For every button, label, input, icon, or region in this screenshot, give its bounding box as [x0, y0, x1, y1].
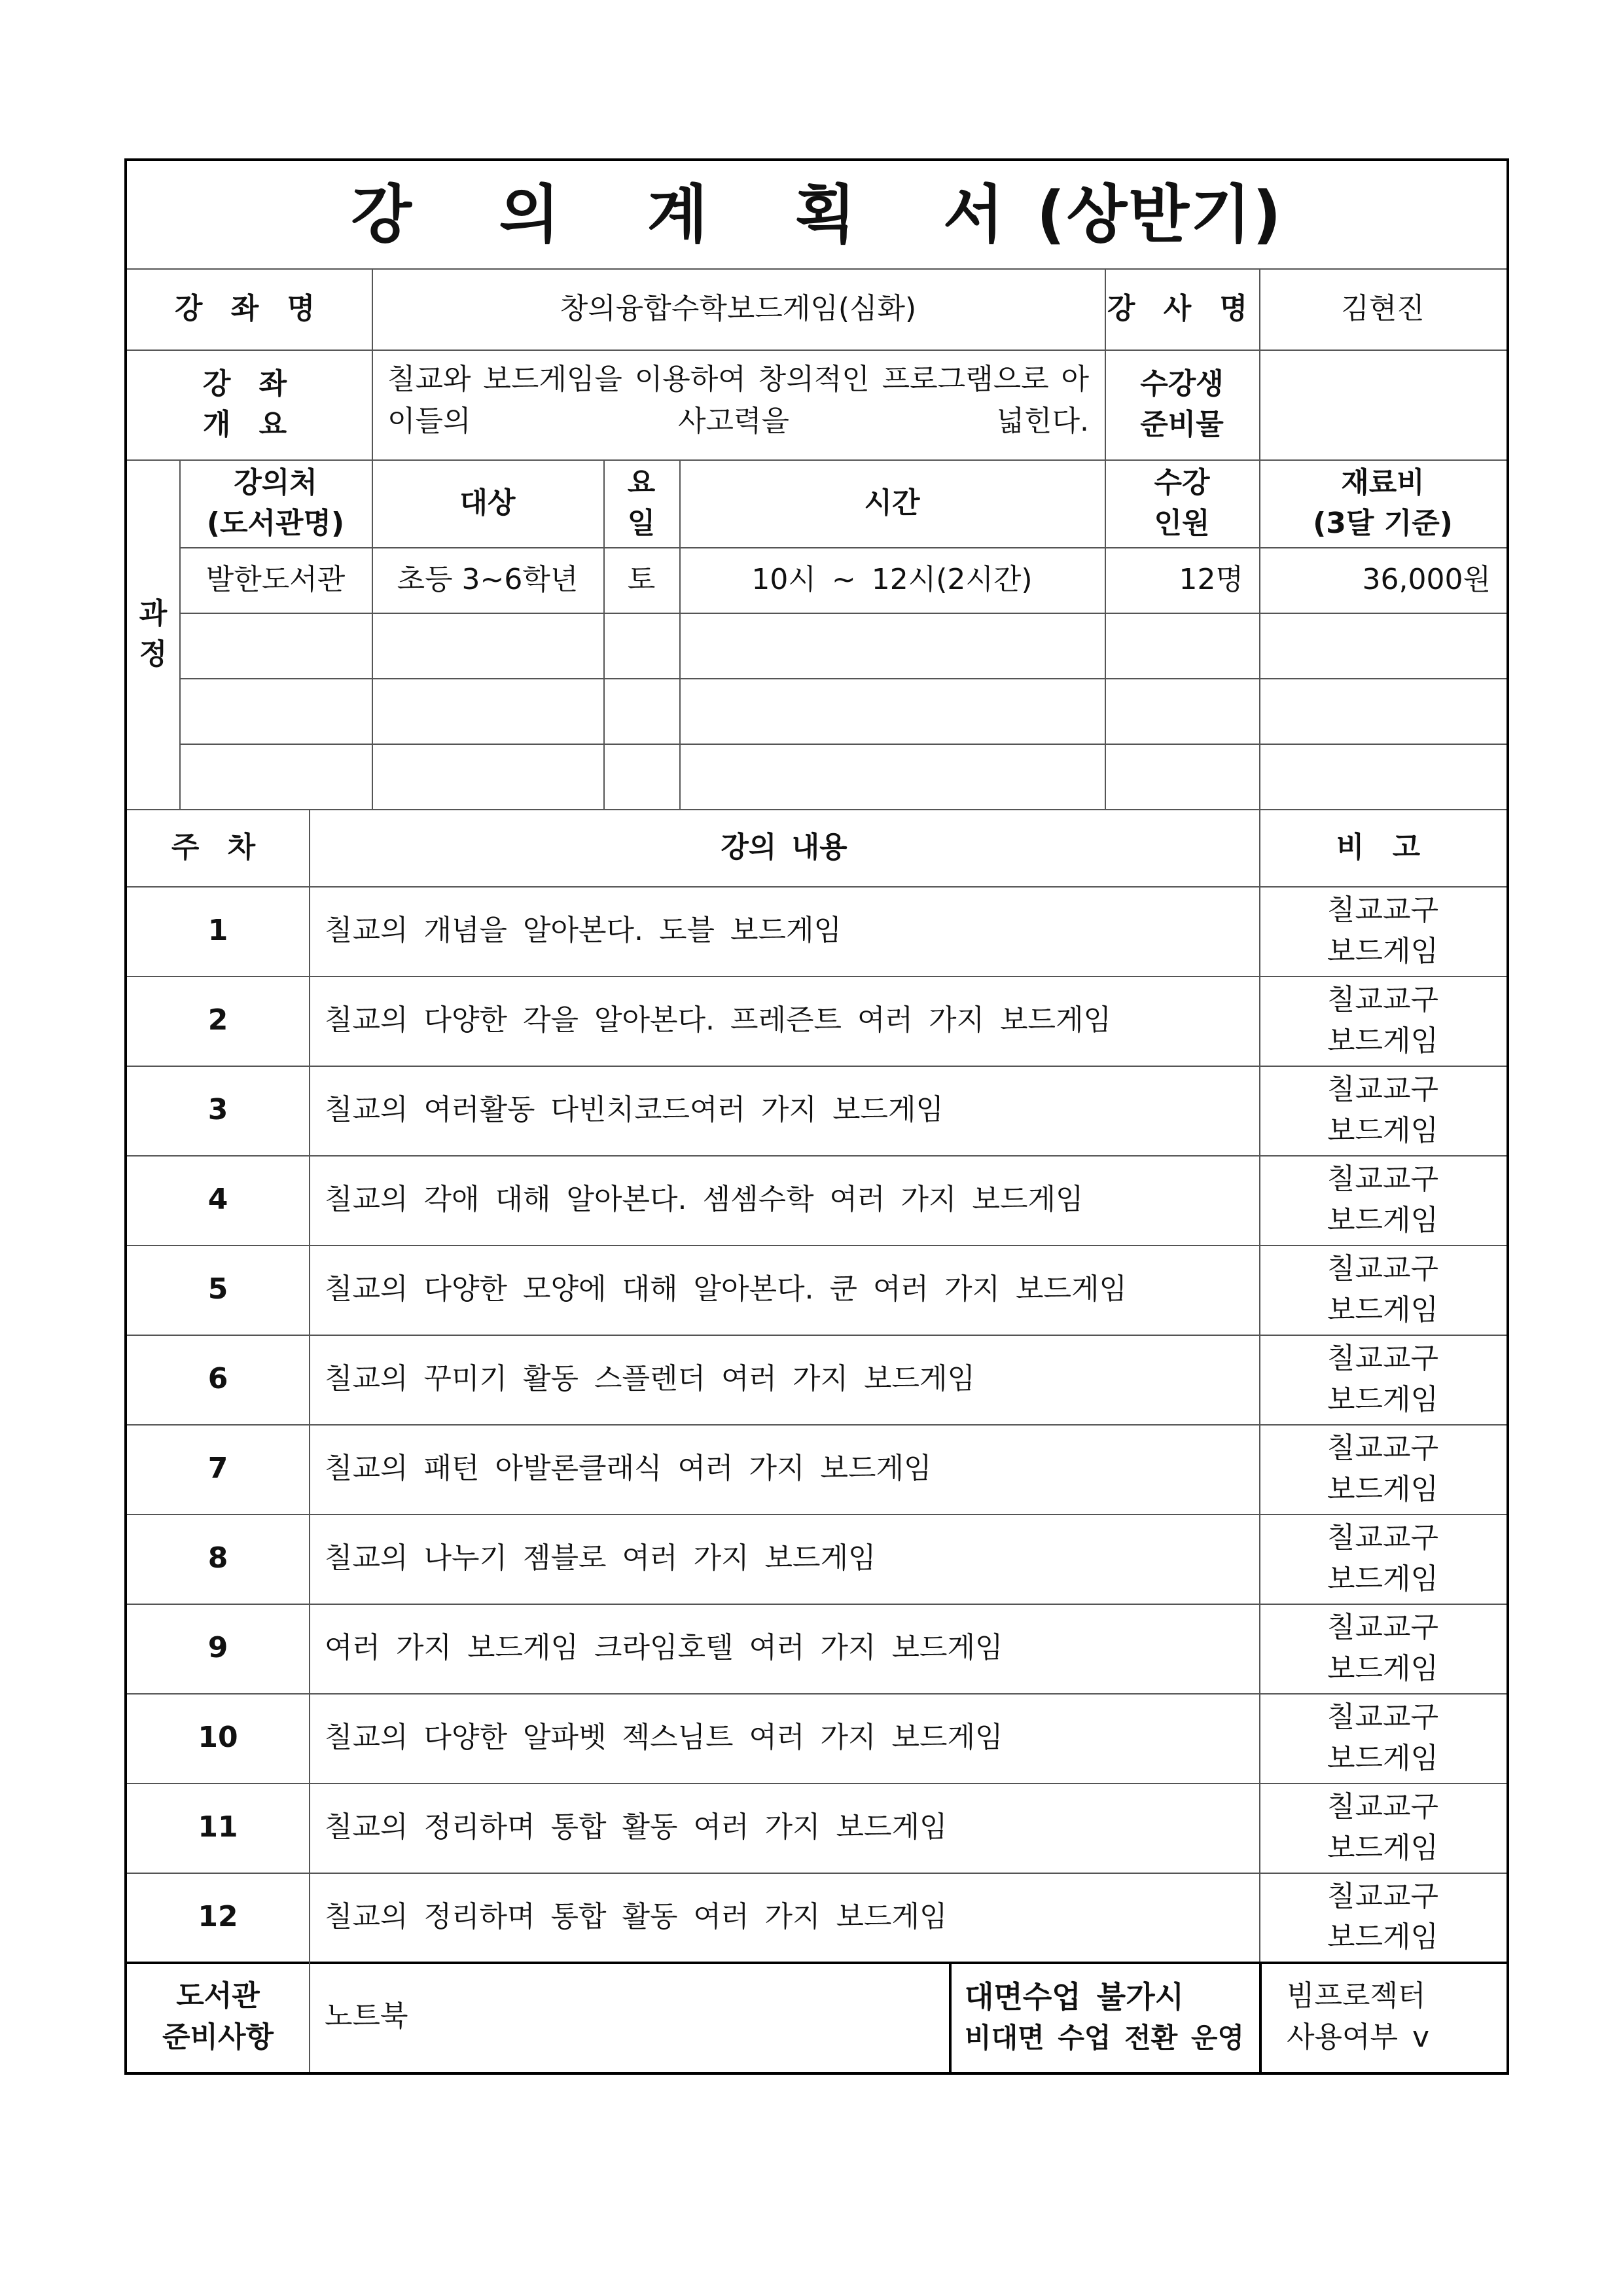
course-name: 창의융합수학보드게임(심화): [560, 291, 917, 325]
title-sub: (상반기): [1036, 177, 1283, 251]
week-number: 11: [198, 1810, 238, 1844]
week-note: [1259, 976, 1507, 1066]
process-time: 10시 ~ 12시(2시간): [751, 562, 1033, 596]
week-note-line: 칠교교구: [1327, 1252, 1438, 1286]
lecture-plan-form: [124, 158, 1509, 2075]
process-day: [603, 744, 679, 809]
page-title: [127, 161, 1507, 268]
week-number: 10: [198, 1721, 238, 1755]
week-note-line: 보드게임: [1327, 1562, 1438, 1596]
process-fee: 36,000원: [1362, 562, 1491, 596]
week-note: [1259, 1873, 1507, 1962]
week-number: 12: [198, 1899, 238, 1933]
process-target: [372, 678, 603, 744]
week-note-line: 보드게임: [1327, 1472, 1438, 1506]
process-capacity: 12명: [1179, 562, 1243, 596]
week-note-line: 보드게임: [1327, 1113, 1438, 1147]
week-note-line: 칠교교구: [1327, 1162, 1438, 1196]
supplies-label: [1105, 350, 1259, 459]
week-note-line: 보드게임: [1327, 1920, 1438, 1954]
note-header: 비 고: [1336, 830, 1430, 864]
week-content: 칠교의 개념을 알아본다. 도블 보드게임: [325, 914, 842, 948]
week-note-line: 보드게임: [1327, 1831, 1438, 1865]
process-capacity: [1105, 744, 1259, 809]
overview-label-line: 개 요: [202, 408, 296, 441]
week-note-line: 보드게임: [1327, 1203, 1438, 1237]
process-day: [603, 678, 679, 744]
capacity-header-line: 수강: [1154, 465, 1210, 499]
week-content: 칠교의 다양한 각을 알아본다. 프레즌트 여러 가지 보드게임: [325, 1003, 1111, 1037]
week-content: 칠교의 정리하며 통합 활동 여러 가지 보드게임: [325, 1899, 948, 1933]
week-note-line: 칠교교구: [1327, 1611, 1438, 1645]
process-fee: [1259, 678, 1507, 744]
library-prep-label: [127, 1962, 309, 2072]
week-content: 칠교의 패턴 아발론클래식 여러 가지 보드게임: [325, 1452, 932, 1486]
week-note-line: 칠교교구: [1327, 1790, 1438, 1824]
process-capacity: [1105, 678, 1259, 744]
process-target: 초등 3~6학년: [397, 562, 579, 596]
online-transition-line: 비대면 수업 전환 운영: [965, 2022, 1245, 2054]
target-header: 대상: [459, 486, 516, 520]
process-side-label: [127, 459, 179, 809]
week-content: 칠교의 다양한 알파벳 젝스님트 여러 가지 보드게임: [325, 1721, 1003, 1755]
process-day: 토: [627, 562, 656, 596]
process-venue: [179, 678, 372, 744]
week-note: [1259, 1693, 1507, 1783]
supplies-label-line: 수강생: [1140, 367, 1224, 401]
capacity-header-line: 인원: [1154, 507, 1210, 540]
content-header: 강의 내용: [721, 830, 847, 864]
library-prep-label-line: 도서관: [176, 1979, 260, 2013]
library-prep-value: 노트북: [325, 2000, 408, 2034]
fee-header: [1259, 459, 1507, 547]
process-venue: [179, 744, 372, 809]
week-number: 9: [207, 1631, 228, 1665]
week-note-line: 칠교교구: [1327, 1521, 1438, 1555]
week-content: 칠교의 정리하며 통합 활동 여러 가지 보드게임: [325, 1810, 948, 1844]
week-note-line: 칠교교구: [1327, 1879, 1438, 1913]
time-header: 시간: [864, 486, 920, 520]
week-note-line: 칠교교구: [1327, 1700, 1438, 1734]
week-header: 주 차: [171, 830, 265, 864]
process-time: [679, 744, 1105, 809]
venue-header-line: 강의처: [234, 465, 317, 499]
week-number: 1: [207, 914, 228, 948]
process-side-char: 정: [139, 637, 168, 671]
week-note: [1259, 1604, 1507, 1693]
week-number: 6: [207, 1362, 228, 1396]
venue-header-line: (도서관명): [206, 507, 345, 540]
overview-label: [127, 350, 372, 459]
week-note: [1259, 1335, 1507, 1424]
projector-usage: [1259, 1962, 1507, 2072]
week-number: 7: [207, 1452, 228, 1486]
capacity-header: [1105, 459, 1259, 547]
instructor-name: 김현진: [1341, 291, 1425, 325]
week-content: 칠교의 꾸미기 활동 스플렌더 여러 가지 보드게임: [325, 1362, 975, 1396]
online-transition-line: 대면수업 불가시: [965, 1979, 1185, 2015]
supplies-value: [1259, 350, 1507, 459]
process-time: [679, 678, 1105, 744]
projector-usage-line: 빔프로젝터: [1287, 1979, 1426, 2013]
week-number: 2: [207, 1003, 228, 1037]
fee-header-line: (3달 기준): [1313, 507, 1453, 540]
week-note-line: 칠교교구: [1327, 1073, 1438, 1107]
overview-label-line: 강 좌: [202, 367, 296, 401]
week-number: 5: [207, 1272, 228, 1306]
week-content: 칠교의 여러활동 다빈치코드여러 가지 보드게임: [325, 1093, 944, 1127]
instructor-label: 강 사 명: [1107, 291, 1257, 325]
week-note-line: 보드게임: [1327, 1741, 1438, 1775]
week-note-line: 보드게임: [1327, 1293, 1438, 1327]
week-note-line: 칠교교구: [1327, 983, 1438, 1017]
week-note-line: 보드게임: [1327, 1651, 1438, 1685]
week-note: [1259, 1514, 1507, 1604]
process-side-char: 과: [139, 596, 168, 630]
process-time: [679, 613, 1105, 678]
process-capacity: [1105, 613, 1259, 678]
process-fee: [1259, 613, 1507, 678]
week-note-line: 보드게임: [1327, 934, 1438, 968]
week-note: [1259, 1245, 1507, 1335]
title-main: 강 의 계 획 서: [351, 177, 1037, 251]
process-fee: [1259, 744, 1507, 809]
course-name-label: 강 좌 명: [174, 291, 325, 325]
venue-header: [179, 459, 372, 547]
online-transition-label: [949, 1962, 1259, 2072]
week-note-line: 보드게임: [1327, 1382, 1438, 1416]
week-content: 칠교의 다양한 모양에 대해 알아본다. 쿤 여러 가지 보드게임: [325, 1272, 1127, 1306]
process-target: [372, 613, 603, 678]
projector-usage-line: 사용여부 v: [1287, 2020, 1430, 2054]
week-content: 칠교의 각애 대해 알아본다. 셈셈수학 여러 가지 보드게임: [325, 1183, 1084, 1217]
week-note-line: 보드게임: [1327, 1024, 1438, 1058]
week-note: [1259, 1066, 1507, 1155]
day-header-line: 요: [627, 465, 656, 499]
week-note: [1259, 886, 1507, 976]
supplies-label-line: 준비물: [1140, 408, 1224, 441]
day-header: [603, 459, 679, 547]
week-number: 4: [207, 1183, 228, 1217]
week-note: [1259, 1155, 1507, 1245]
week-note: [1259, 1424, 1507, 1514]
week-note-line: 칠교교구: [1327, 893, 1438, 927]
week-number: 8: [207, 1541, 228, 1575]
week-content: 칠교의 나누기 젬블로 여러 가지 보드게임: [325, 1541, 876, 1575]
course-overview: 칠교와 보드게임을 이용하여 창의적인 프로그램으로 아이들의 사고력을 넓힌다.: [387, 363, 1089, 438]
week-content: 여러 가지 보드게임 크라임호텔 여러 가지 보드게임: [325, 1631, 1003, 1665]
process-day: [603, 613, 679, 678]
week-note: [1259, 1783, 1507, 1873]
process-venue: [179, 613, 372, 678]
week-note-line: 칠교교구: [1327, 1342, 1438, 1376]
library-prep-label-line: 준비사항: [162, 2020, 274, 2054]
process-venue: 발한도서관: [205, 562, 346, 596]
week-number: 3: [207, 1093, 228, 1127]
day-header-line: 일: [627, 507, 656, 540]
week-note-line: 칠교교구: [1327, 1431, 1438, 1465]
process-target: [372, 744, 603, 809]
fee-header-line: 재료비: [1341, 465, 1425, 499]
